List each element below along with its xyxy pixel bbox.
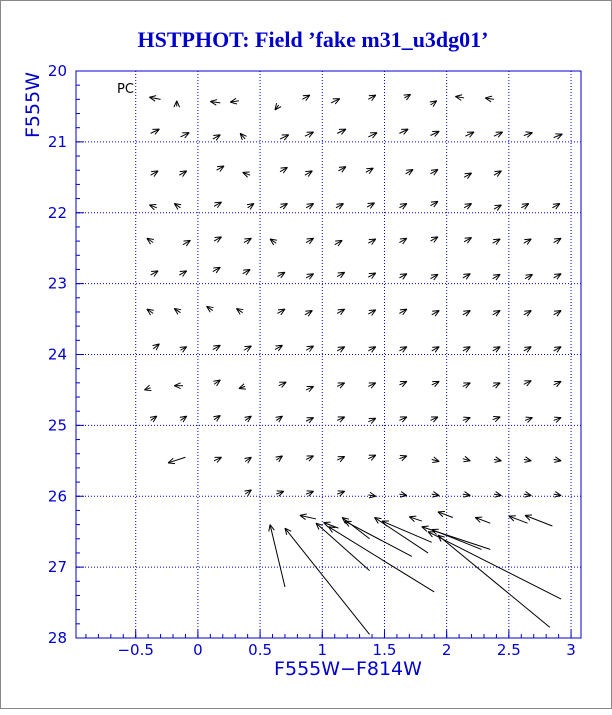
vector-arrow (207, 306, 214, 312)
vector-arrow (430, 417, 437, 422)
y-axis-label: F555W (22, 72, 44, 138)
vector-arrow (337, 457, 344, 462)
vector-arrow (485, 96, 494, 102)
y-tick-label: 22 (48, 204, 67, 222)
x-tick-label: 1.5 (373, 641, 397, 659)
vector-arrow (269, 525, 285, 587)
y-tick-label: 27 (48, 558, 67, 576)
vector-arrow (406, 170, 413, 176)
vector-arrow (432, 347, 439, 353)
vector-arrow (337, 272, 344, 278)
vector-arrow (399, 129, 408, 134)
vector-arrow (179, 271, 186, 277)
vector-arrow (404, 94, 411, 100)
x-tick-label: 2 (442, 641, 452, 659)
chart-svg (1, 1, 612, 710)
vector-arrow (432, 457, 439, 462)
x-tick-label: 1 (318, 641, 328, 659)
vector-arrow (432, 311, 439, 317)
vector-arrow (399, 238, 406, 244)
vector-arrow (368, 455, 375, 460)
vector-arrow (463, 347, 470, 353)
vector-arrow (337, 383, 344, 388)
y-tick-label: 20 (48, 62, 67, 80)
vector-arrow (521, 204, 528, 210)
vector-arrow (524, 239, 531, 245)
vector-arrow (337, 309, 344, 315)
vector-arrow (524, 457, 531, 463)
vector-arrow (180, 347, 187, 353)
vector-arrow (306, 238, 313, 244)
vector-arrow (151, 129, 160, 134)
vector-arrow (524, 132, 533, 137)
vector-arrow (337, 347, 344, 353)
vector-arrow (493, 274, 500, 280)
vector-arrow (554, 381, 561, 386)
vector-arrow (368, 383, 375, 388)
vector-arrow (399, 347, 406, 353)
vector-arrow (399, 381, 406, 386)
vector-arrow (180, 416, 187, 422)
vector-arrow (336, 204, 343, 210)
vector-arrow (244, 490, 251, 496)
vector-arrow (399, 417, 406, 422)
vector-arrow (494, 457, 501, 463)
vector-arrow (278, 272, 285, 278)
vector-arrow (465, 132, 474, 137)
vector-arrow (493, 239, 500, 245)
vector-arrow (306, 456, 313, 461)
vector-arrow (552, 204, 559, 210)
vector-arrow (493, 416, 500, 421)
vector-arrow (213, 345, 220, 351)
vector-arrow (430, 201, 437, 207)
vector-arrow (430, 131, 439, 136)
pc-annotation: PC (117, 82, 134, 97)
vector-arrow (368, 492, 375, 498)
vector-arrow (509, 516, 528, 523)
vector-arrow (213, 135, 220, 141)
vector-arrow (524, 311, 531, 317)
vector-arrow (368, 95, 375, 101)
vector-arrow (399, 309, 406, 315)
vector-arrow (168, 457, 185, 463)
vector-arrow (409, 516, 421, 521)
y-tick-label: 25 (48, 416, 67, 434)
vector-arrow (243, 269, 250, 275)
vector-arrow (174, 204, 181, 210)
vector-arrow (306, 386, 313, 391)
vector-arrow (217, 166, 224, 172)
vector-arrow (275, 345, 282, 351)
vector-arrow (399, 204, 406, 210)
vector-arrow (524, 492, 531, 498)
vector-arrow (430, 101, 437, 107)
vector-arrow (430, 274, 437, 280)
vector-arrow (276, 456, 283, 462)
vector-arrow (337, 491, 344, 496)
vector-arrow (244, 416, 251, 422)
vector-arrow (463, 311, 470, 317)
x-tick-label: 3 (566, 641, 576, 659)
vector-arrow (149, 96, 160, 102)
vector-arrow (554, 274, 561, 280)
vector-arrow (430, 237, 437, 243)
vector-arrow (144, 385, 151, 390)
vector-arrow (430, 170, 437, 176)
vector-arrow (280, 204, 287, 210)
vector-arrow (494, 171, 501, 177)
vector-arrow (151, 171, 158, 177)
vector-arrow (331, 99, 340, 104)
vector-arrow (174, 101, 180, 107)
vector-arrow (306, 204, 313, 210)
x-tick-label: −0.5 (117, 641, 153, 659)
vector-arrow (464, 238, 471, 244)
vector-arrow (464, 173, 471, 179)
vector-arrow (230, 98, 239, 104)
vector-arrow (150, 416, 157, 422)
vector-arrow (305, 132, 314, 137)
vector-arrow (149, 205, 156, 210)
vector-arrow (368, 310, 375, 316)
vector-arrow (306, 491, 313, 496)
grid-layer (76, 71, 581, 638)
x-tick-label: 0 (193, 641, 203, 659)
vector-arrow (279, 382, 286, 387)
vector-arrow (147, 238, 154, 244)
vector-arrow (247, 204, 254, 210)
vector-arrow (493, 347, 500, 353)
vector-arrow (213, 415, 220, 421)
vector-arrow (306, 418, 313, 423)
vector-arrow (399, 455, 406, 460)
vector-arrow (494, 492, 501, 498)
vector-arrow (463, 383, 470, 388)
vector-arrow (494, 205, 501, 211)
vector-arrow (432, 492, 439, 498)
vector-arrow (494, 132, 503, 137)
vector-arrow (399, 274, 406, 280)
vector-arrow (338, 167, 345, 173)
vector-arrow (463, 274, 470, 280)
vector-arrow (244, 238, 251, 244)
y-tick-label: 24 (48, 346, 67, 364)
vector-arrow (493, 311, 500, 317)
tick-layer (48, 62, 576, 659)
y-tick-label: 23 (48, 275, 67, 293)
vector-arrow (525, 417, 532, 422)
vector-arrow (375, 518, 428, 553)
vector-arrow (463, 417, 470, 422)
vector-arrow (174, 308, 181, 314)
vector-arrow (464, 204, 471, 210)
vector-arrow (337, 417, 344, 422)
vector-arrow (554, 134, 563, 139)
vector-arrow (524, 347, 531, 353)
vector-arrow (243, 172, 250, 177)
vector-arrow (438, 535, 550, 627)
y-tick-label: 26 (48, 487, 67, 505)
vector-arrow (554, 238, 561, 244)
vector-arrow (276, 491, 283, 496)
vector-arrow (475, 517, 490, 523)
vector-arrow (210, 100, 220, 106)
vector-arrow (214, 457, 221, 462)
vector-arrow (366, 168, 373, 174)
vector-arrow (276, 416, 283, 422)
vector-arrow (280, 167, 287, 173)
vector-arrow (306, 274, 313, 280)
vector-arrow (280, 135, 289, 140)
vector-arrow (244, 457, 251, 463)
vector-arrow (525, 274, 532, 280)
vector-arrow (368, 133, 377, 138)
vector-arrow (305, 171, 312, 177)
vector-arrow (214, 202, 221, 208)
vector-arrow (345, 521, 412, 556)
vector-arrow (463, 456, 470, 461)
vector-arrow (236, 308, 243, 314)
vector-arrow (302, 95, 309, 101)
vector-arrow (151, 271, 158, 277)
vector-arrow (275, 103, 281, 110)
arrow-layer (144, 94, 562, 634)
vector-arrow (368, 418, 375, 423)
chart-title: HSTPHOT: Field ’fake m31_u3dg01’ (138, 27, 489, 52)
vector-arrow (335, 240, 342, 246)
y-tick-label: 21 (48, 133, 67, 151)
vector-arrow (213, 267, 220, 273)
vector-arrow (493, 383, 500, 388)
vector-arrow (428, 532, 561, 599)
vector-arrow (174, 383, 183, 389)
vector-arrow (147, 309, 154, 315)
vector-arrow (214, 237, 221, 243)
vector-arrow (524, 381, 531, 386)
vector-arrow (305, 311, 312, 317)
vector-arrow (368, 239, 375, 245)
vector-arrow (270, 239, 277, 245)
x-tick-label: 2.5 (497, 641, 521, 659)
vector-arrow (525, 515, 552, 526)
vector-arrow (554, 492, 561, 498)
vector-arrow (367, 203, 374, 209)
vector-arrow (240, 133, 246, 140)
vector-arrow (179, 171, 186, 177)
vector-arrow (554, 457, 561, 463)
vector-arrow (300, 514, 316, 520)
vector-arrow (306, 346, 313, 352)
vector-arrow (554, 347, 561, 353)
vector-arrow (554, 417, 561, 422)
vector-arrow (368, 347, 375, 353)
vector-arrow (239, 384, 246, 389)
x-tick-label: 0.5 (248, 641, 272, 659)
x-axis-label: F555W−F814W (274, 658, 422, 680)
vector-arrow (183, 240, 190, 246)
vector-arrow (438, 511, 453, 517)
vector-arrow (278, 309, 285, 315)
vector-arrow (554, 311, 561, 317)
vector-arrow (213, 380, 220, 386)
vector-arrow (180, 133, 189, 138)
vector-arrow (368, 273, 375, 279)
vector-arrow (337, 129, 346, 134)
vector-arrow (153, 344, 160, 350)
vector-arrow (244, 346, 251, 352)
vector-arrow (455, 95, 464, 101)
vector-arrow (432, 381, 439, 386)
y-tick-label: 28 (48, 629, 67, 647)
